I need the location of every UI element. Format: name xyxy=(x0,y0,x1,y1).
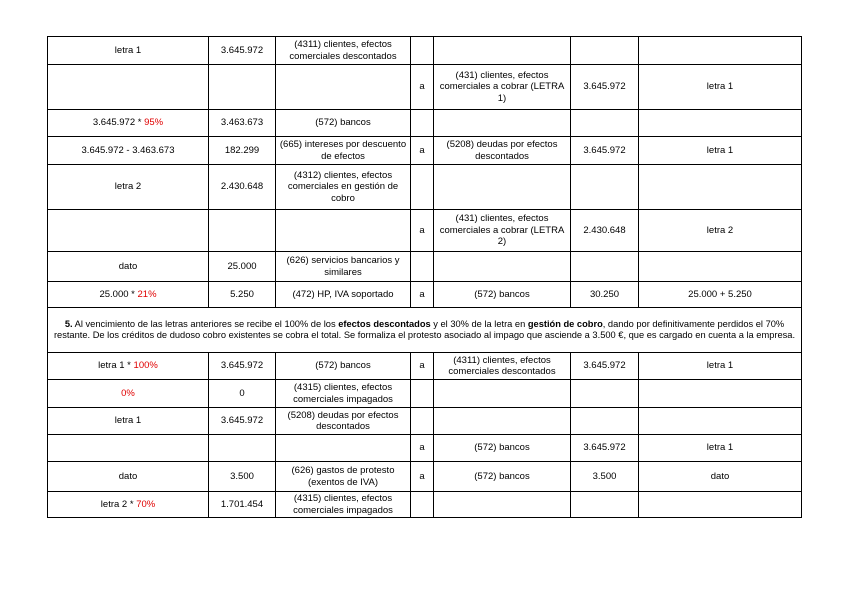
debit-amount-cell xyxy=(209,435,276,462)
table-row xyxy=(48,462,802,492)
debit-amount-cell xyxy=(209,210,276,252)
credit-amount-cell xyxy=(571,408,639,435)
table-row xyxy=(48,282,802,308)
concept-text: letra 1 * xyxy=(98,360,134,372)
debit-account-cell: (4315) clientes, efectos comerciales impagados xyxy=(276,492,411,518)
concept-cell xyxy=(48,380,209,408)
table-row xyxy=(48,110,802,137)
concept-cell xyxy=(48,65,209,110)
debit-account-cell: (4311) clientes, efectos comerciales descontados xyxy=(276,37,411,65)
percentage-text: 70% xyxy=(136,498,156,510)
credit-amount-cell: 3.645.972 xyxy=(571,65,639,110)
table-row xyxy=(48,65,802,110)
credit-account-cell xyxy=(434,165,571,210)
a-cell xyxy=(411,165,434,210)
credit-account-cell: (431) clientes, efectos comerciales a cobrar (LETRA 2) xyxy=(434,210,571,252)
credit-amount-cell: 3.645.972 xyxy=(571,137,639,165)
credit-account-cell xyxy=(434,408,571,435)
a-cell: a xyxy=(411,462,434,492)
statement-bold-2: gestión de cobro xyxy=(527,318,603,329)
a-cell: a xyxy=(411,353,434,380)
debit-account-cell: (4315) clientes, efectos comerciales impagados xyxy=(276,380,411,408)
credit-concept-cell xyxy=(639,252,802,282)
concept-cell xyxy=(48,37,209,65)
debit-amount-cell: 2.430.648 xyxy=(209,165,276,210)
a-cell: a xyxy=(411,65,434,110)
credit-account-cell: (572) bancos xyxy=(434,282,571,308)
table-row xyxy=(48,380,802,408)
percentage-text: 21% xyxy=(137,288,157,300)
rows-after xyxy=(48,353,802,518)
credit-account-cell: (572) bancos xyxy=(434,435,571,462)
debit-account-cell: (572) bancos xyxy=(276,353,411,380)
statement-text-1: Al vencimiento de las letras anteriores se recibe el 100% de los xyxy=(72,318,339,329)
a-cell xyxy=(411,110,434,137)
concept-cell xyxy=(48,165,209,210)
credit-amount-cell: 2.430.648 xyxy=(571,210,639,252)
credit-amount-cell: 3.500 xyxy=(571,462,639,492)
a-cell: a xyxy=(411,137,434,165)
credit-concept-cell xyxy=(639,492,802,518)
credit-account-cell xyxy=(434,110,571,137)
table-row xyxy=(48,165,802,210)
credit-amount-cell: 3.645.972 xyxy=(571,353,639,380)
debit-account-cell xyxy=(276,65,411,110)
concept-cell xyxy=(48,435,209,462)
debit-amount-cell: 3.645.972 xyxy=(209,353,276,380)
debit-account-cell: (5208) deudas por efectos descontados xyxy=(276,408,411,435)
debit-account-cell: (4312) clientes, efectos comerciales en gestión de cobro xyxy=(276,165,411,210)
concept-cell xyxy=(48,110,209,137)
debit-account-cell xyxy=(276,435,411,462)
concept-text: 25.000 * xyxy=(99,288,138,300)
debit-amount-cell: 5.250 xyxy=(209,282,276,308)
percentage-text: 0% xyxy=(121,387,135,399)
credit-account-cell xyxy=(434,380,571,408)
rows-before xyxy=(48,37,802,308)
debit-account-cell: (626) servicios bancarios y similares xyxy=(276,252,411,282)
debit-amount-cell: 0 xyxy=(209,380,276,408)
a-cell: a xyxy=(411,435,434,462)
concept-cell xyxy=(48,210,209,252)
table-row xyxy=(48,37,802,65)
percentage-text: 100% xyxy=(133,360,158,372)
credit-amount-cell: 30.250 xyxy=(571,282,639,308)
credit-account-cell: (572) bancos xyxy=(434,462,571,492)
debit-account-cell xyxy=(276,210,411,252)
a-cell xyxy=(411,380,434,408)
credit-account-cell: (5208) deudas por efectos descontados xyxy=(434,137,571,165)
concept-cell xyxy=(48,353,209,380)
table-row xyxy=(48,353,802,380)
debit-account-cell: (572) bancos xyxy=(276,110,411,137)
debit-amount-cell xyxy=(209,65,276,110)
concept-cell xyxy=(48,462,209,492)
concept-text: letra 1 xyxy=(114,415,142,427)
debit-amount-cell: 1.701.454 xyxy=(209,492,276,518)
concept-text: 3.645.972 - 3.463.673 xyxy=(81,144,175,156)
percentage-text: 95% xyxy=(144,117,164,129)
journal-table xyxy=(47,36,802,518)
debit-amount-cell: 3.500 xyxy=(209,462,276,492)
table-row xyxy=(48,210,802,252)
table-row xyxy=(48,408,802,435)
statement-text-2: y el 30% de la letra en xyxy=(430,318,528,329)
concept-text: letra 1 xyxy=(114,44,142,56)
statement-number: 5. xyxy=(64,318,73,329)
a-cell: a xyxy=(411,282,434,308)
credit-concept-cell xyxy=(639,380,802,408)
debit-amount-cell: 3.645.972 xyxy=(209,37,276,65)
concept-text: letra 2 * xyxy=(100,498,137,510)
concept-cell xyxy=(48,492,209,518)
credit-amount-cell xyxy=(571,37,639,65)
a-cell xyxy=(411,492,434,518)
statement-text-3: , dando por definitivamente perdidos el 70% restante. De los créditos de dudoso cobro existentes se cobra el total. Se formaliza el protesto asociado al impago que asciende a 3.500 €, que es cargado en cuenta a la empresa. xyxy=(53,318,796,340)
credit-concept-cell xyxy=(639,165,802,210)
credit-concept-cell: letra 1 xyxy=(639,65,802,110)
concept-cell xyxy=(48,408,209,435)
credit-concept-cell: letra 1 xyxy=(639,353,802,380)
concept-cell xyxy=(48,282,209,308)
credit-account-cell xyxy=(434,37,571,65)
debit-amount-cell: 3.645.972 xyxy=(209,408,276,435)
debit-account-cell: (665) intereses por descuento de efectos xyxy=(276,137,411,165)
debit-amount-cell: 182.299 xyxy=(209,137,276,165)
a-cell xyxy=(411,37,434,65)
table-row xyxy=(48,137,802,165)
credit-amount-cell xyxy=(571,492,639,518)
credit-concept-cell xyxy=(639,37,802,65)
credit-concept-cell: letra 1 xyxy=(639,435,802,462)
statement-bold-1: efectos descontados xyxy=(338,318,431,329)
table-row xyxy=(48,435,802,462)
concept-text: letra 2 xyxy=(114,181,142,193)
table-row xyxy=(48,252,802,282)
credit-account-cell: (431) clientes, efectos comerciales a cobrar (LETRA 1) xyxy=(434,65,571,110)
debit-account-cell: (626) gastos de protesto (exentos de IVA) xyxy=(276,462,411,492)
credit-concept-cell: letra 1 xyxy=(639,137,802,165)
credit-amount-cell xyxy=(571,165,639,210)
credit-concept-cell xyxy=(639,110,802,137)
concept-text: dato xyxy=(118,470,138,482)
credit-concept-cell: dato xyxy=(639,462,802,492)
concept-cell xyxy=(48,252,209,282)
credit-account-cell: (4311) clientes, efectos comerciales descontados xyxy=(434,353,571,380)
a-cell: a xyxy=(411,210,434,252)
credit-amount-cell xyxy=(571,380,639,408)
debit-account-cell: (472) HP, IVA soportado xyxy=(276,282,411,308)
table-row xyxy=(48,492,802,518)
exercise-statement xyxy=(48,308,802,353)
concept-text: 3.645.972 * xyxy=(92,117,145,129)
credit-concept-cell xyxy=(639,408,802,435)
a-cell xyxy=(411,408,434,435)
a-cell xyxy=(411,252,434,282)
credit-concept-cell: 25.000 + 5.250 xyxy=(639,282,802,308)
credit-account-cell xyxy=(434,492,571,518)
concept-text: dato xyxy=(118,260,138,272)
credit-concept-cell: letra 2 xyxy=(639,210,802,252)
debit-amount-cell: 25.000 xyxy=(209,252,276,282)
concept-cell xyxy=(48,137,209,165)
credit-amount-cell: 3.645.972 xyxy=(571,435,639,462)
credit-amount-cell xyxy=(571,110,639,137)
credit-account-cell xyxy=(434,252,571,282)
debit-amount-cell: 3.463.673 xyxy=(209,110,276,137)
credit-amount-cell xyxy=(571,252,639,282)
